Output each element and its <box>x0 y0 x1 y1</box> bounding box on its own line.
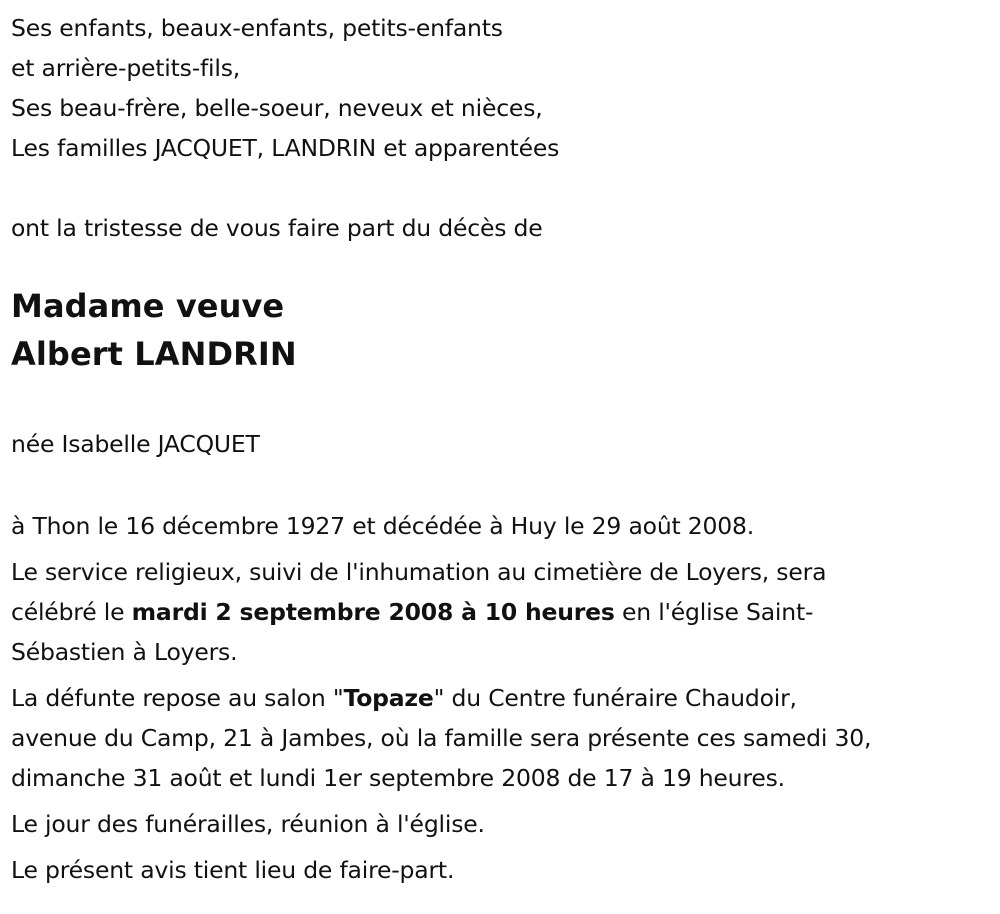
family-line-1: Ses enfants, beaux-enfants, petits-enfants <box>11 14 503 42</box>
viewing-line-1 <box>11 678 986 718</box>
viewing-line-3: dimanche 31 août et lundi 1er septembre 2008 de 17 à 19 heures. <box>11 764 785 792</box>
spacer <box>11 168 986 208</box>
funeral-meeting-paragraph: Le jour des funérailles, réunion à l'église. <box>11 810 485 838</box>
service-location-prefix: en l'église Saint- <box>614 598 814 626</box>
announcement-text: ont la tristesse de vous faire part du décès de <box>11 214 543 242</box>
spacer <box>11 378 986 424</box>
deceased-title: Madame veuve <box>11 287 285 325</box>
family-line-4: Les familles JACQUET, LANDRIN et apparentées <box>11 134 560 162</box>
birth-name: née Isabelle JACQUET <box>11 430 260 458</box>
service-paragraph <box>11 552 986 672</box>
spacer <box>11 464 986 506</box>
salon-name: Topaze <box>343 684 434 712</box>
service-line-1: Le service religieux, suivi de l'inhumation au cimetière de Loyers, sera <box>11 558 827 586</box>
obituary-notice <box>11 8 986 896</box>
dates-paragraph: à Thon le 16 décembre 1927 et décédée à Huy le 29 août 2008. <box>11 512 755 540</box>
viewing-prefix: La défunte repose au salon " <box>11 684 344 712</box>
family-list <box>11 8 986 168</box>
service-date-prefix: célébré le <box>11 598 132 626</box>
family-line-3: Ses beau-frère, belle-soeur, neveux et nièces, <box>11 94 543 122</box>
service-line-3: Sébastien à Loyers. <box>11 638 238 666</box>
deceased-name-heading <box>11 282 986 378</box>
closing-paragraph: Le présent avis tient lieu de faire-part. <box>11 856 455 884</box>
viewing-line-2: avenue du Camp, 21 à Jambes, où la famille sera présente ces samedi 30, <box>11 724 872 752</box>
deceased-name: Albert LANDRIN <box>11 335 297 373</box>
service-line-2 <box>11 592 986 632</box>
family-line-2: et arrière-petits-fils, <box>11 54 241 82</box>
viewing-suffix: " du Centre funéraire Chaudoir, <box>433 684 797 712</box>
viewing-paragraph <box>11 678 986 798</box>
service-date-time: mardi 2 septembre 2008 à 10 heures <box>131 598 615 626</box>
